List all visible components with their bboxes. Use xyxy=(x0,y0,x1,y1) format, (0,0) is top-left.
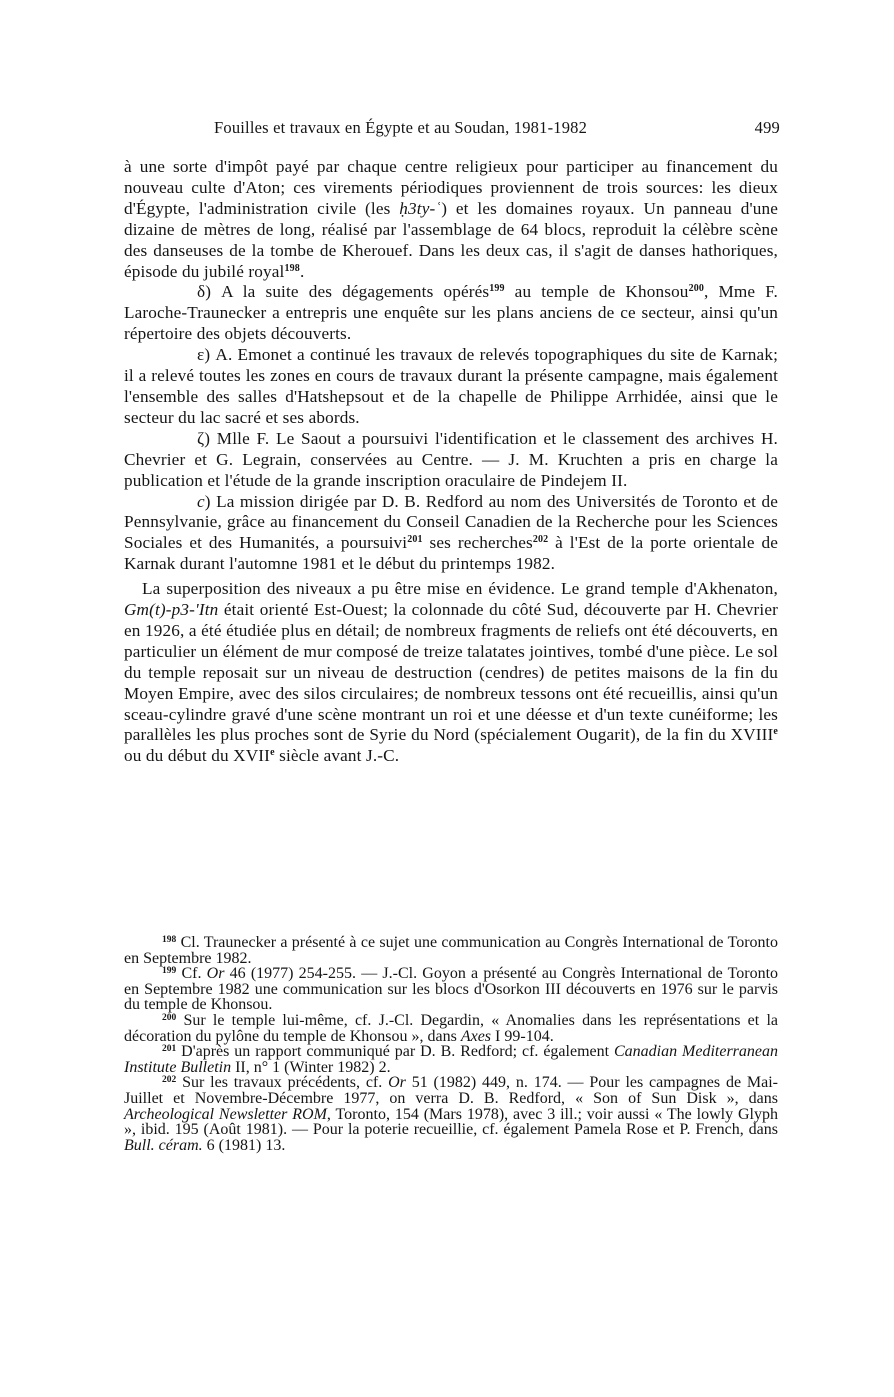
text-run: Sur les travaux précédents, cf. xyxy=(176,1074,389,1092)
text-run: δ) A la suite des dégagements opérés xyxy=(197,282,490,302)
text-run: à l'Est de la porte orientale de Karnak durant l'automne 1981 et le début du printemps 1982. xyxy=(124,533,778,574)
text-run: était orienté Est-Ouest; la colonnade du côté Sud, découverte par H. Chevrier en 1926, a été étudiée plus en détail; de nombreux fragments de reliefs ont été découverts, en particulier un élément de mur composé de treize talatates jointives, tombé d'une pièce. Le sol du temple reposait sur un niveau de destruction (cendres) de petites maisons de la fin du Moyen Empire, avec des silos circulaires; de nombreux tessons ont été recueillis, ainsi qu'un sceau-cylindre gravé d'une scène montrant un roi et une déesse et d'un texte cunéiforme; les parallèles les plus proches sont de Syrie du Nord (spécialement Ougarit), de la fin du XVIII xyxy=(124,600,778,745)
text-run: siècle avant J.-C. xyxy=(274,746,400,766)
paragraph-epsilon xyxy=(124,345,778,429)
footnote-number: 198 xyxy=(162,935,177,945)
text-run: ses recherches xyxy=(422,533,533,553)
text-run: 6 (1981) 13. xyxy=(202,1136,286,1154)
footnote-200 xyxy=(124,1013,778,1044)
text-run: Cl. Traunecker a présenté à ce sujet une communication au Congrès International de Toronto en Septembre 1982. xyxy=(124,934,778,967)
text-run: ) et les domaines royaux. Un panneau d'une dizaine de mètres de long, réalisé par l'assemblage de 64 blocs, reproduit la célèbre scène des danseuses de la tombe de Kherouef. Dans les deux cas, il s'agit de danses hathoriques, épisode du jubilé royal xyxy=(124,198,778,281)
footnote-ref-201[interactable]: 201 xyxy=(407,534,423,546)
running-title: Fouilles et travaux en Égypte et au Soudan, 1981-1982 xyxy=(214,118,588,137)
italic-run: Gm(t)-p3-'Itn xyxy=(124,600,219,620)
italic-run: Canadian Mediterranean Institute Bulletin xyxy=(124,1043,779,1076)
text-run: La superposition des niveaux a pu être mise en évidence. Le grand temple d'Akhenaton, xyxy=(142,579,778,599)
main-text xyxy=(124,157,778,767)
italic-run: Archeological Newsletter ROM xyxy=(124,1105,327,1123)
footnote-number: 199 xyxy=(162,966,177,977)
footnote-201 xyxy=(124,1044,778,1075)
paragraph-c-mission xyxy=(124,492,778,576)
footnote-199 xyxy=(124,966,778,1013)
footnote-number: 201 xyxy=(162,1044,177,1055)
text-run: ζ) Mlle F. Le Saout a poursuivi l'identification et le classement des archives H. Chevrier et G. Legrain, conservées au Centre. — J. M. Kruchten a pris en charge la publication et l'étude de la grande inscription oraculaire de Pindejem II. xyxy=(124,428,778,490)
footnote-198 xyxy=(124,935,778,966)
italic-run: Or xyxy=(206,965,225,983)
footnote-ref-202[interactable]: 202 xyxy=(532,534,549,546)
italic-run: Bull. céram. xyxy=(124,1136,203,1154)
footnote-ref-199[interactable]: 199 xyxy=(489,283,505,295)
footnote-ref-200[interactable]: 200 xyxy=(688,283,705,295)
text-run: à une sorte d'impôt payé par chaque centre religieux pour participer au financement du nouveau culte d'Aton; ces virements périodiques proviennent de trois sources: les dieux d'Égypte, l'administration civile (les xyxy=(124,157,778,218)
paragraph-zeta xyxy=(124,429,778,492)
paragraph-aton-tax xyxy=(124,157,778,282)
page-number: 499 xyxy=(754,118,780,137)
text-run: . xyxy=(299,261,305,281)
text-run: II, n° 1 (Winter 1982) 2. xyxy=(231,1058,391,1076)
italic-run: c xyxy=(197,491,205,511)
text-run: au temple de Khonsou xyxy=(504,282,689,302)
footnotes xyxy=(124,935,778,1153)
footnote-ref-198[interactable]: 198 xyxy=(284,262,300,274)
paragraph-delta xyxy=(124,282,778,345)
italic-run: Or xyxy=(388,1074,406,1092)
text-run: ) La mission dirigée par D. B. Redford au nom des Universités de Toronto et de Pennsylvanie, grâce au financement du Conseil Canadien de la Recherche pour les Sciences Sociales et des Humanités, a poursuivi xyxy=(124,491,778,553)
footnote-202 xyxy=(124,1075,778,1153)
italic-run: ḥ3ty-ʿ xyxy=(399,198,442,218)
text-run: ε) A. Emonet a continué les travaux de relevés topographiques du site de Karnak; il a relevé toutes les zones en cours de travaux durant la présente campagne, mais également l'ensemble des salles d'Hatshepsout et de la chapelle de Philippe Arrhidée, ainsi que le secteur du lac sacré et ses abords. xyxy=(124,345,778,427)
footnote-number: 200 xyxy=(162,1012,177,1023)
superscript: e xyxy=(270,747,275,759)
text-run: ou du début du XVII xyxy=(124,746,271,766)
text-run: 51 (1982) 449, n. 174. — Pour les campagnes de Mai-Juillet et Novembre-Décembre 1977, on verra D. B. Redford, « Son of Sun Disk », dans xyxy=(124,1074,779,1107)
text-run: I 99-104. xyxy=(491,1027,554,1045)
text-run: Cf. xyxy=(176,965,207,983)
superscript: e xyxy=(773,726,778,738)
italic-run: Axes xyxy=(460,1027,492,1045)
text-run: Sur le temple lui-même, cf. J.-Cl. Degardin, « Anomalies dans les représentations et la décoration du pylône du temple de Khonsou », dans xyxy=(124,1011,778,1045)
footnote-number: 202 xyxy=(162,1075,177,1086)
running-header xyxy=(124,118,780,140)
text-run: D'après un rapport communiqué par D. B. Redford; cf. également xyxy=(176,1043,614,1061)
paragraph-stratigraphy xyxy=(124,579,778,767)
text-run: , Toronto, 154 (Mars 1978), avec 3 ill.; voir aussi « The lowly Glyph », ibid. 195 (Août 1981). — Pour la poterie recueillie, cf. également Pamela Rose et P. French, dans xyxy=(124,1105,779,1139)
text-run: 46 (1977) 254-255. — J.-Cl. Goyon a présenté au Congrès International de Toronto en Septembre 1982 une communication sur les blocs d'Osorkon III découverts en 1976 sur le parvis du temple de Khonsou. xyxy=(124,965,779,1014)
text-run: , Mme F. Laroche-Traunecker a entrepris une enquête sur les plans anciens de ce secteur, ainsi qu'un répertoire des objets découverts. xyxy=(124,282,778,344)
